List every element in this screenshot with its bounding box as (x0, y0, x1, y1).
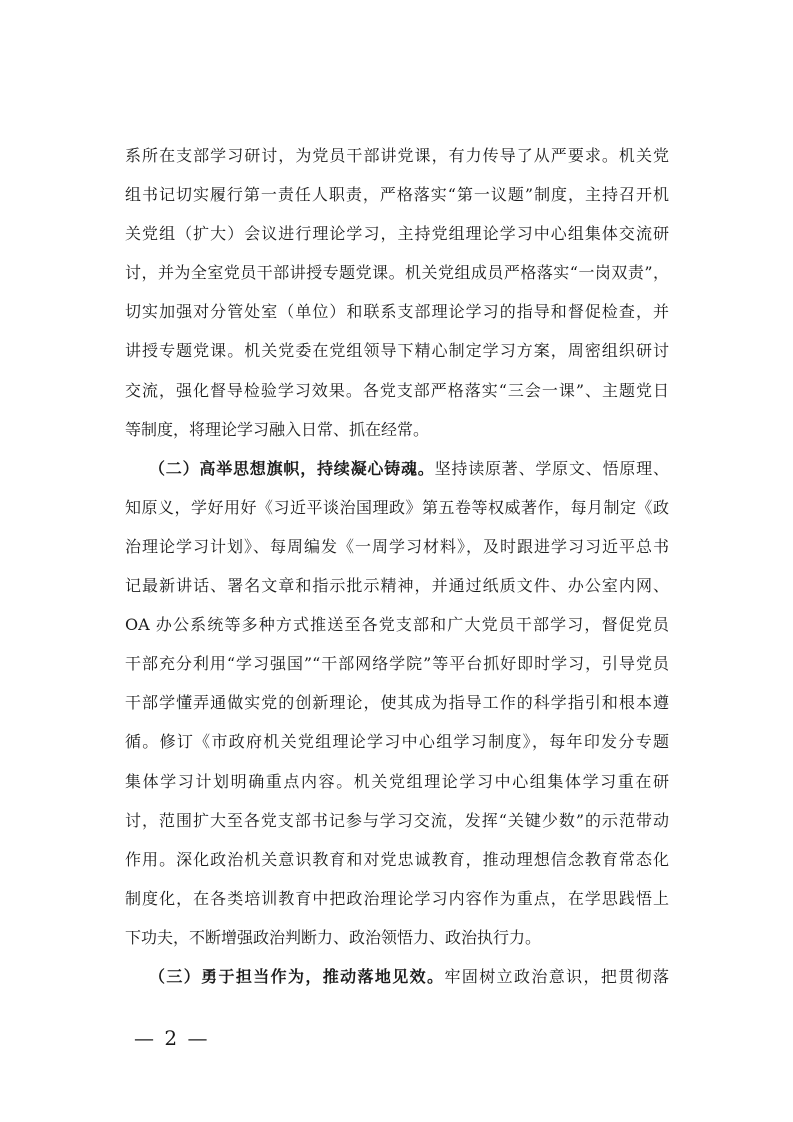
text-line (125, 605, 669, 644)
text-line (125, 683, 669, 722)
paragraph-text: 坚持读原著、学原文、悟原理、 (434, 458, 669, 478)
section-heading-line (125, 449, 669, 488)
text-line (125, 918, 669, 957)
text-line (125, 292, 669, 331)
text-line (125, 527, 669, 566)
section-heading-line (125, 957, 669, 996)
document-body (125, 136, 669, 996)
paragraph-text: 交流，强化督导检验学习效果。各党支部严格落实“三会一课”、主题党日 (125, 380, 669, 400)
text-line (125, 136, 669, 175)
text-line (125, 410, 669, 449)
paragraph-text: 干部学懂弄通做实党的创新理论，使其成为指导工作的科学指引和根本遵 (125, 693, 669, 713)
paragraph-text: 治理论学习计划》、每周编发《一周学习材料》，及时跟进学习习近平总书 (125, 536, 669, 556)
text-line (125, 722, 669, 761)
text-line (125, 253, 669, 292)
paragraph-text: 讲授专题党课。机关党委在党组领导下精心制定学习方案，周密组织研讨 (125, 341, 669, 361)
paragraph-text: 循。修订《市政府机关党组理论学习中心组学习制度》，每年印发分专题 (125, 732, 669, 752)
paragraph-text: 等制度，将理论学习融入日常、抓在经常。 (125, 419, 430, 439)
paragraph-text: 关党组（扩大）会议进行理论学习，主持党组理论学习中心组集体交流研 (125, 224, 669, 244)
paragraph-text: 记最新讲话、署名文章和指示批示精神，并通过纸质文件、办公室内网、 (125, 576, 669, 596)
text-line (125, 371, 669, 410)
paragraph-text: 作用。深化政治机关意识教育和对党忠诚教育，推动理想信念教育常态化 (125, 849, 669, 869)
text-line (125, 879, 669, 918)
paragraph-text: 集体学习计划明确重点内容。机关党组理论学习中心组集体学习重在研 (125, 771, 669, 791)
paragraph-text: 系所在支部学习研讨，为党员干部讲党课，有力传导了从严要求。机关党 (125, 146, 669, 165)
paragraph-text: 组书记切实履行第一责任人职责，严格落实“第一议题”制度，主持召开机 (125, 185, 669, 205)
text-line (125, 214, 669, 253)
text-line (125, 331, 669, 370)
paragraph-text: 讨，并为全室党员干部讲授专题党课。机关党组成员严格落实“一岗双责”， (125, 263, 669, 283)
paragraph-text: 下功夫，不断增强政治判断力、政治领悟力、政治执行力。 (125, 927, 542, 947)
section-heading: （二）高举思想旗帜，持续凝心铸魂。 (149, 458, 435, 478)
paragraph-text: 制度化，在各类培训教育中把政治理论学习内容作为重点，在学思践悟上 (125, 888, 669, 908)
section-heading: （三）勇于担当作为，推动落地见效。 (149, 966, 445, 986)
paragraph-text: 干部充分利用“学习强国”“干部网络学院”等平台抓好即时学习，引导党员 (125, 654, 669, 674)
text-line (125, 488, 669, 527)
paragraph-text: OA 办公系统等多种方式推送至各党支部和广大党员干部学习，督促党员 (125, 615, 669, 635)
text-line (125, 840, 669, 879)
paragraph-text: 讨，范围扩大至各党支部书记参与学习交流，发挥“关键少数”的示范带动 (125, 810, 669, 830)
text-line (125, 566, 669, 605)
text-line (125, 175, 669, 214)
text-line (125, 801, 669, 840)
text-line (125, 644, 669, 683)
paragraph-text: 切实加强对分管处室（单位）和联系支部理论学习的指导和督促检查，并 (125, 302, 669, 322)
paragraph-text: 知原义，学好用好《习近平谈治国理政》第五卷等权威著作，每月制定《政 (125, 497, 669, 517)
paragraph-text: 牢固树立政治意识，把贯彻落 (444, 966, 669, 986)
page-number: — 2 — (134, 1026, 210, 1050)
text-line (125, 762, 669, 801)
